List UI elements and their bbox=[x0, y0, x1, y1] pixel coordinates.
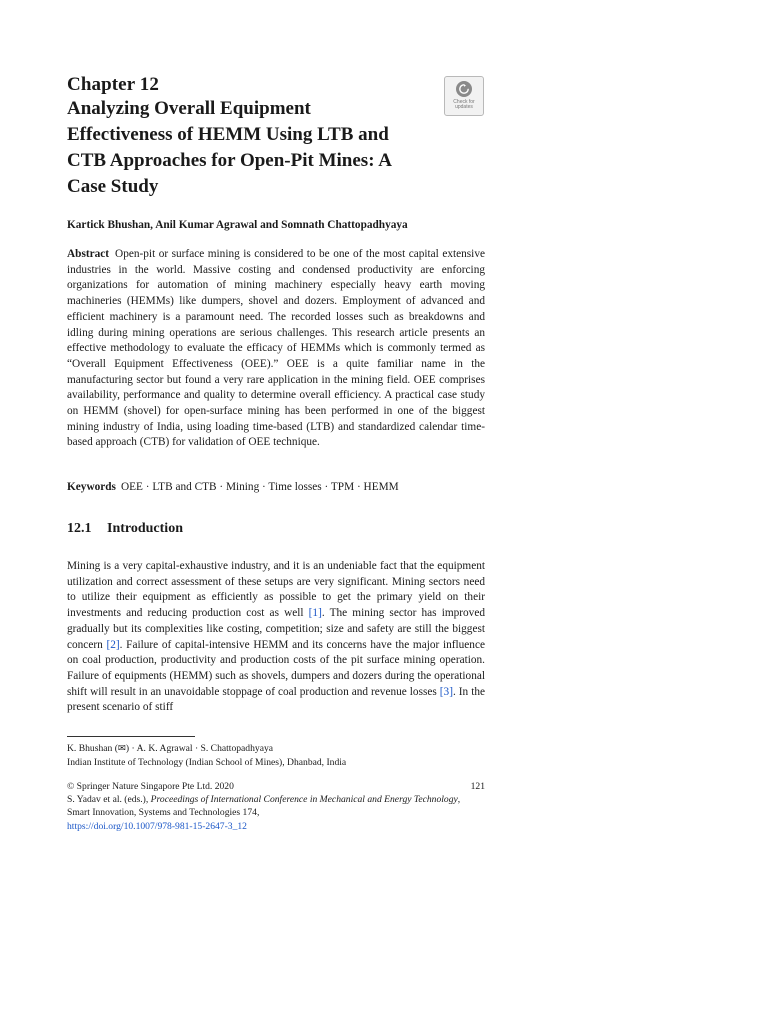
abstract bbox=[67, 247, 485, 451]
citation-info bbox=[67, 793, 485, 819]
doi-link[interactable]: https://doi.org/10.1007/978-981-15-2647-3_12 bbox=[67, 820, 247, 832]
footnote-divider bbox=[67, 736, 195, 737]
editors: S. Yadav et al. (eds.), bbox=[67, 794, 151, 806]
footnote-authors: K. Bhushan (✉) · A. K. Agrawal · S. Chattopadhyaya bbox=[67, 743, 274, 754]
citation-link[interactable]: [3] bbox=[439, 685, 453, 698]
keywords-text: OEE · LTB and CTB · Mining · Time losses · TPM · HEMM bbox=[120, 481, 399, 493]
intro-text-part: Mining is a very capital-exhaustive industry, and it is an undeniable fact that the equipment utilization and correct assessment of these setups are very significant. Mining sectors need to utilize their equipment as efficiently as possible to get the primary yield on their investments and reducing production cost as well bbox=[67, 560, 485, 620]
intro-text-part: . In the present scenario of stiff bbox=[67, 685, 486, 714]
check-for-updates-badge[interactable] bbox=[444, 76, 484, 116]
check-for-updates-icon bbox=[456, 81, 472, 97]
section-number: 12.1 bbox=[67, 521, 92, 536]
chapter-title: Analyzing Overall Equipment Effectiveness of HEMM Using LTB and CTB Approaches for Open-Pit Mines: A Case Study bbox=[67, 98, 391, 197]
citation-link[interactable]: [1] bbox=[308, 607, 322, 620]
page-number: 121 bbox=[470, 781, 485, 792]
badge-label: Check for updates bbox=[453, 99, 475, 110]
series-info: , Smart Innovation, Systems and Technologies 174, bbox=[67, 794, 461, 819]
keywords-heading: Keywords bbox=[67, 481, 116, 493]
page-footer bbox=[67, 780, 485, 833]
section-title: Introduction bbox=[107, 521, 183, 536]
author-list: Kartick Bhushan, Anil Kumar Agrawal and Somnath Chattopadhyaya bbox=[67, 219, 408, 231]
section-heading bbox=[67, 521, 183, 537]
chapter-label: Chapter 12 bbox=[67, 74, 159, 95]
citation-link[interactable]: [2] bbox=[106, 638, 120, 651]
abstract-heading: Abstract bbox=[67, 248, 110, 260]
introduction-paragraph bbox=[67, 559, 485, 716]
copyright-notice: © Springer Nature Singapore Pte Ltd. 2020 bbox=[67, 781, 234, 792]
intro-text-part: . Failure of capital-intensive HEMM and its concerns have the major influence on coal production, productivity and production costs of the pit surface mining operation. Failure of equipments (HEMM) such as shovels, dumpers and dozers during the operational shift will result in an unavoidable stoppage of coal production and revenue losses bbox=[67, 638, 485, 698]
book-title: Proceedings of International Conference in Mechanical and Energy Technology bbox=[150, 794, 458, 806]
intro-text-part: . The mining sector has improved gradually but its complexities like costing, competition; size and safety are still the biggest concern bbox=[67, 607, 485, 651]
footnote-affiliation: Indian Institute of Technology (Indian School of Mines), Dhanbad, India bbox=[67, 756, 347, 768]
author-affiliation-footnote bbox=[67, 742, 485, 769]
abstract-text: Open-pit or surface mining is considered to be one of the most capital extensive industries in the world. Massive costing and condensed productivity are enforcing organizations for automation of mining machinery especially heavy earth moving machineries (HEMMs) like dumpers, shovel and dozers. Employment of advanced and efficient machinery is a paramount need. The recorded losses such as breakdowns and idling during mining operations are serious challenges. This research article presents an effective methodology to evaluate the efficacy of HEMMs which is commonly termed as “Overall Equipment Effectiveness (OEE).” OEE is a quite familiar name in the manufacturing sector but found a very rare application in the mining field. OEE comprises availability, performance and quality to determine overall efficiency. A practical case study on HEMM (shovel) for open-surface mining has been performed in one of the biggest mining industry of India, using loading time-based (LTB) and standardized calendar time-based approach (CTB) for validation of OEE technique. bbox=[67, 248, 485, 449]
keywords bbox=[67, 480, 485, 496]
